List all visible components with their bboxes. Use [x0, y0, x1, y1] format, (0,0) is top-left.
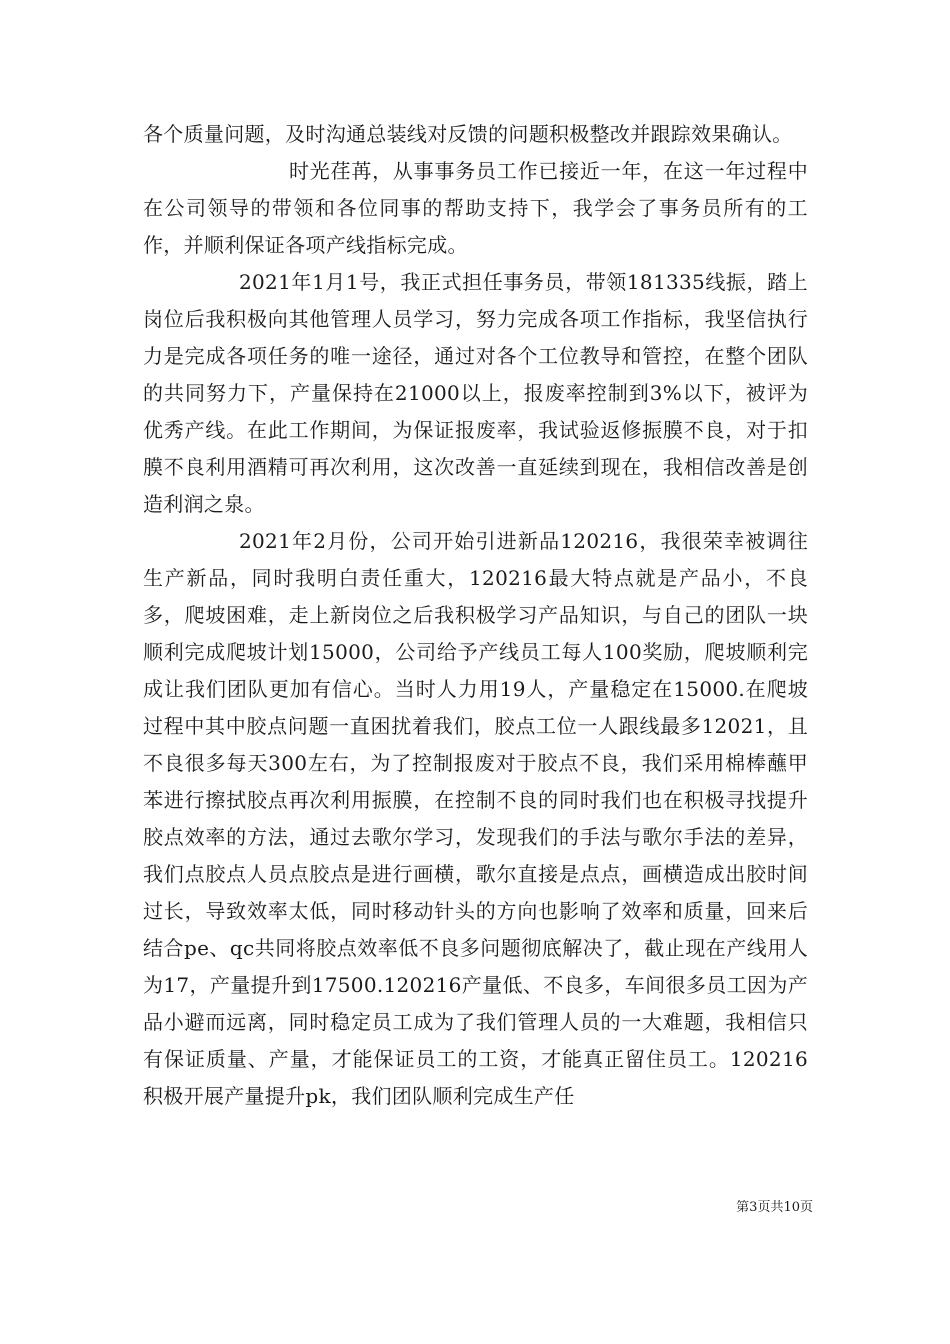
paragraph-continuation: 各个质量问题，及时沟通总装线对反馈的问题积极整改并跟踪效果确认。 [143, 122, 793, 146]
document-body [143, 116, 808, 1115]
page-number-footer: 第3页共10页 [736, 1200, 813, 1215]
paragraph-time-flies: 时光荏苒，从事事务员工作已接近一年，在这一年过程中在公司领导的带领和各位同事的帮助支持下，我学会了事务员所有的工作，并顺利保证各项产线指标完成。 [143, 159, 808, 257]
paragraph-february: 2021年2月份，公司开始引进新品120216，我很荣幸被调往生产新品，同时我明白责任重大，120216最大特点就是产品小，不良多，爬坡困难，走上新岗位之后我积极学习产品知识，与自己的团队一块顺利完成爬坡计划15000，公司给予产线员工每人100奖励，爬坡顺利完成让我们团队更加有信心。当时人力用19人，产量稳定在15000.在爬坡过程中其中胶点问题一直困扰着我们，胶点工位一人跟线最多12021，且不良很多每天300左右，为了控制报废对于胶点不良，我们采用棉棒蘸甲苯进行擦拭胶点再次利用振膜，在控制不良的同时我们也在积极寻找提升胶点效率的方法，通过去歌尔学习，发现我们的手法与歌尔手法的差异，我们点胶点人员点胶点是进行画横，歌尔直接是点点，画横造成出胶时间过长，导致效率太低，同时移动针头的方向也影响了效率和质量，回来后结合pe、qc共同将胶点效率低不良多问题彻底解决了，截止现在产线用人为17，产量提升到17500.120216产量低、不良多，车间很多员工因为产品小避而远离，同时稳定员工成为了我们管理人员的一大难题，我相信只有保证质量、产量，才能保证员工的工资，才能真正留住员工。120216积极开展产量提升pk，我们团队顺利完成生产任 [143, 529, 808, 1108]
paragraph-january: 2021年1月1号，我正式担任事务员，带领181335线振，踏上岗位后我积极向其他管理人员学习，努力完成各项工作指标，我坚信执行力是完成各项任务的唯一途径，通过对各个工位教导和管控，在整个团队的共同努力下，产量保持在21000以上，报废率控制到3%以下，被评为优秀产线。在此工作期间，为保证报废率，我试验返修振膜不良，对于扣膜不良利用酒精可再次利用，这次改善一直延续到现在，我相信改善是创造利润之泉。 [143, 270, 808, 516]
